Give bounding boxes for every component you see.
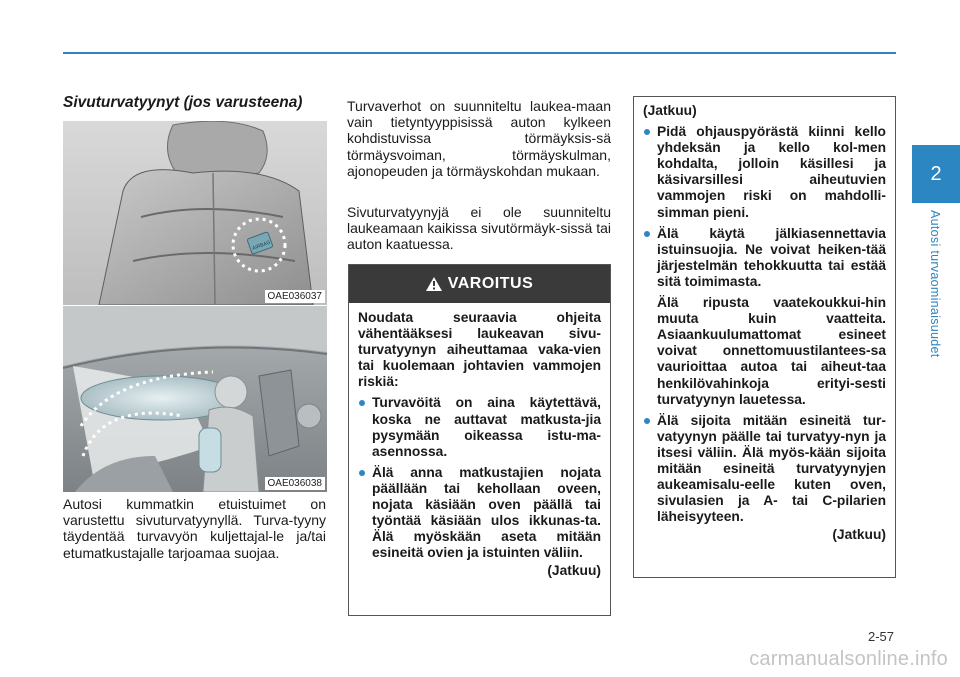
chapter-number-tab: 2 <box>912 145 960 203</box>
warning-title: VAROITUS <box>447 275 534 292</box>
page-number: 2-57 <box>867 629 894 644</box>
intro-paragraph: Autosi kummatkin etuistuimet on varustettu sivuturvatyynyllä. Turva-tyyny täydentää turvavyön kuljettajal-le ja/tai etumatkustajalle tarjoamaa suojaa. <box>63 496 326 561</box>
watermark: carmanualsonline.info <box>749 648 948 670</box>
continuation-continued: (Jatkuu) <box>832 527 886 543</box>
warning-header <box>349 265 610 303</box>
continuation-box <box>633 96 896 578</box>
seat-airbag-figure <box>63 121 327 305</box>
continuation-sub-paragraph: Älä ripusta vaatekoukkui-hin muuta kuin vaatteita. Asiaankuulumattomat esineet voivat onnettomuustilantees-sa vaurioittaa autoa tai aiheut-taa henkilövahinkoja erityi-sesti turvatyynyn lauetessa. <box>657 295 886 407</box>
bullet-dot-icon <box>359 400 365 406</box>
figure2-code: OAE036038 <box>265 477 326 490</box>
continuation-bullet: Älä sijoita mitään esineitä tur-vatyynyn päälle tai turvatyy-nyn ja itsesi väliin. Älä myös-kään sijoita mitään esineitä turvatyynyjen aukeamisalu-eelle kuten oven, sivulasien ja A- tai C-pilarien läheisyyteen. <box>643 413 886 526</box>
bullet-dot-icon <box>359 470 365 476</box>
warning-bullet: Älä anna matkustajien nojata päällään tai kehollaan oveen, nojata käsiään oven päällä tai työntää käsiään ulos ikkunas-ta. Älä myöskään aseta mitään esineitä ovien ja istuinten väliin. <box>358 465 601 562</box>
curtain-airbag-paragraph: Turvaverhot on suunniteltu laukea-maan vain tietyntyyppisissä auton kylkeen kohdistuvissa törmäyksis-sä törmäysvoiman, törmäyskulman, ajonopeuden ja törmäyskohdan mukaan. <box>347 98 611 179</box>
warning-box <box>348 264 611 616</box>
warning-bullet: Turvavöitä on aina käytettävä, koska ne auttavat matkusta-jia pysymään oikeassa istu-ma-asennossa. <box>358 395 601 459</box>
not-all-collisions-paragraph: Sivuturvatyynyjä ei ole suunniteltu laukeamaan kaikissa sivutörmäyk-sissä tai auton kaatuessa. <box>347 204 611 253</box>
header-rule <box>63 52 896 54</box>
section-heading: Sivuturvatyynyt (jos varusteena) <box>63 94 303 111</box>
figure1-code: OAE036037 <box>265 290 326 303</box>
bullet-dot-icon <box>644 231 650 237</box>
bullet-dot-icon <box>644 129 650 135</box>
bullet-dot-icon <box>644 418 650 424</box>
svg-text:AIRBAG: AIRBAG <box>251 239 272 252</box>
chapter-title: Autosi turvaominaisuudet <box>928 210 942 358</box>
warning-continued: (Jatkuu) <box>547 563 601 579</box>
continuation-heading: (Jatkuu) <box>643 103 697 118</box>
warning-triangle-icon <box>426 277 442 291</box>
continuation-bullet: Pidä ohjauspyörästä kiinni kello yhdeksän ja kello kol-men kohdalta, jolloin käsillesi ja käsivarsillesi aiheutuvien vammojen riski on mahdolli-simman pieni. <box>643 124 886 221</box>
side-airbag-deploy-figure <box>63 306 327 492</box>
continuation-bullet: Älä käytä jälkiasennettavia istuinsuojia. Ne voivat heiken-tää järjestelmän tehokkuutta tai estää sitä toimimasta. <box>643 226 886 290</box>
warning-intro: Noudata seuraavia ohjeita vähentääksesi laukeavan sivu-turvatyynyn aiheuttamaa vaka-vien tai kuolemaan johtavien vammojen riskiä: <box>358 310 601 390</box>
